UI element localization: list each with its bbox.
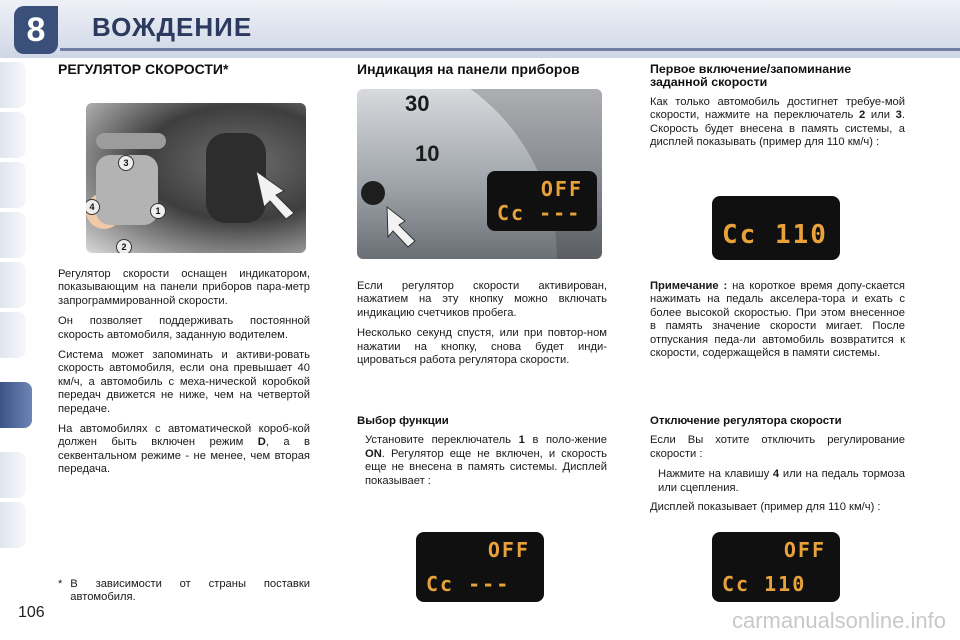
callout-4: 4 [86,199,100,215]
text-run: или на педаль тормоза или сцепления. [658,468,905,494]
disable-title: Отключение регулятора скорости [650,415,842,427]
lcd-line-1: OFF [540,177,583,201]
lcd-line-2: Cc 110 [722,572,807,596]
note-label: Примечание : [650,280,728,292]
instrument-panel-image [357,89,602,259]
column-2-select [357,415,607,494]
mode-d: D [257,436,266,449]
chapter-number-badge [14,6,58,54]
section-title-instrument-display: Индикация на панели приборов [357,61,580,77]
gauge-tick-30: 30 [405,91,430,116]
first-activation-title: Первое включение/запоминание заданной скорости [650,62,852,90]
paragraph [650,96,905,150]
chapter-title: ВОЖДЕНИЕ [92,12,253,42]
side-tab[interactable] [0,212,26,258]
paragraph: Дисплей показывает (пример для 110 км/ч) : [650,501,881,514]
lcd-line-1: OFF [487,538,530,562]
footnote-mark: * [58,578,63,590]
position-on: ON [365,447,382,460]
switch-2: 2 [859,109,866,122]
watermark: carmanualsonline.info [731,608,946,633]
column-2 [357,63,607,76]
text-run: . Регулятор еще не включен, и скорость еще не внесена в память системы. Дисплей показывает : [365,447,607,487]
paragraph: Если Вы хотите отключить регулирование скорости : [650,434,905,460]
side-tab[interactable] [0,162,26,208]
paragraph: Регулятор скорости оснащен индикатором, показывающим на панели приборов пара-метр запрограммированной скорости. [58,268,310,307]
text-run: Установите переключатель [365,434,519,447]
lcd-display-off-110 [712,532,840,602]
text-run: или [865,109,896,122]
text-run: Нажмите на клавишу [658,468,773,481]
stalk-illustration [86,103,306,253]
lcd-display-gauge [487,171,597,231]
lcd-line-2: Cc --- [426,572,511,596]
text-run: Как только автомобиль достигнет требуе-мой скорости, нажмите на переключатель [650,95,905,122]
chapter-number: 8 [26,10,46,49]
text-run: . Скорость будет внесена в память системы, а дисплей показывать (пример для 110 км/ч) : [650,109,905,149]
callout-3: 3 [118,155,134,171]
lcd-display-memorized [712,196,840,260]
key-4: 4 [772,468,780,481]
side-tab[interactable] [0,62,26,108]
callout-2: 2 [116,239,132,253]
column-3 [650,63,905,156]
footnote [58,578,310,611]
paragraph: Если регулятор скорости активирован, нажатием на эту кнопку можно включать индикацию счетчиков пробега. [357,280,607,319]
side-tab[interactable] [0,112,26,158]
lcd-line-2: Cc 110 [722,220,828,250]
switch-3: 3 [895,109,902,122]
section-title-cruise-control: РЕГУЛЯТОР СКОРОСТИ* [58,61,229,77]
lcd-display-off-blank [416,532,544,602]
side-tab-strip [0,60,30,600]
lcd-line-2: Cc --- [497,201,582,225]
side-tab-active[interactable] [0,382,32,428]
column-3-off [650,415,905,521]
note-text: на короткое время допу-скается нажимать на педаль акселера-тора и ехать с более высокой скоростью. При этом внесенное в память значение скорости мигает. После отпускания педа-ли автомобиль возвратится к скорости, содержащейся в памяти системы. [650,280,905,360]
paragraph: Несколько секунд спустя, или при повтор-ном нажатии на кнопку, снова будет инди-цироваться работа регулятора скорости. [357,327,607,367]
bullet-text [658,468,905,495]
column-1 [58,63,310,76]
bullet-item [650,468,905,495]
header-rule [60,48,960,51]
footnote-text: В зависимости от страны поставки автомобиля. [70,578,310,604]
note-paragraph [650,280,905,360]
text-run: в поло-жение [524,434,607,447]
paragraph: Система может запоминать и активи-ровать скорость автомобиля, если она превышает 40 км/ч, а автомобиль с меха-нической коробкой передач движется не ниже, чем на четвертой передаче. [58,349,310,415]
paragraph: Он позволяет поддерживать постоянной скорость автомобиля, заданную водителем. [58,315,310,341]
gauge-tick-10: 10 [415,141,440,166]
bullet-item [357,434,607,488]
callout-1: 1 [150,203,166,219]
lcd-line-1: OFF [783,538,826,562]
page-number: 106 [18,604,45,621]
side-tab[interactable] [0,502,26,548]
column-1-body [58,268,310,484]
paragraph [58,423,310,477]
side-tab[interactable] [0,312,26,358]
text-run: На автомобилях с автоматической короб-кой должен быть включен режим [58,423,310,449]
side-tab[interactable] [0,262,26,308]
steering-stalk-image [86,103,306,253]
text-run: , а в секвентальном режиме - не менее, чем вторая передача. [58,436,311,476]
select-function-title: Выбор функции [357,415,449,427]
footnote-row [58,578,310,605]
switch-1: 1 [518,434,525,447]
bullet-text [365,434,607,488]
column-2-body [357,280,607,374]
side-tab[interactable] [0,452,26,498]
column-3-note [650,280,905,367]
